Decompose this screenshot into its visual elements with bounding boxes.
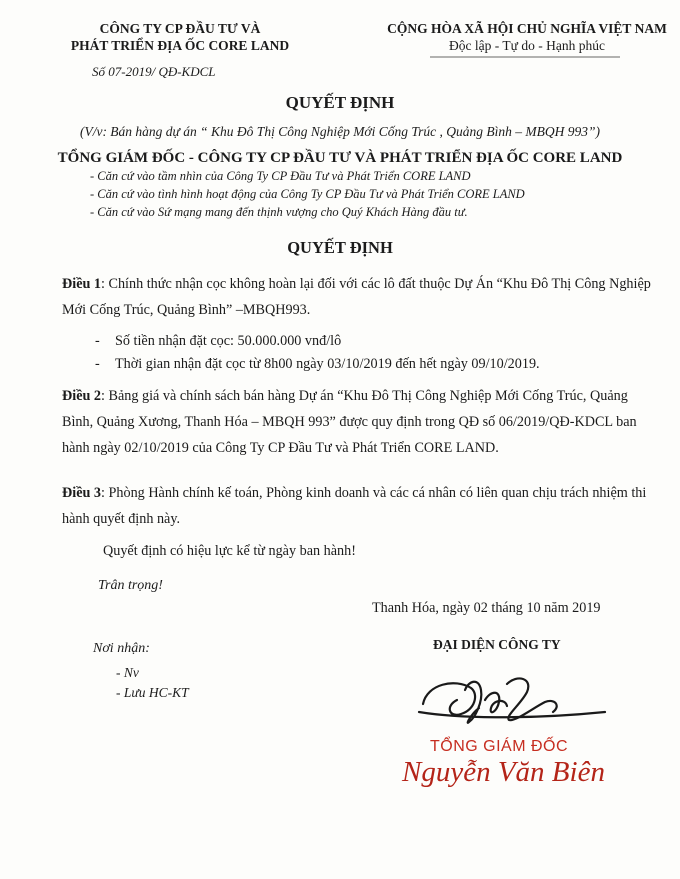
article-1-label: Điều 1: [62, 276, 102, 292]
article-2-label: Điều 2: [62, 388, 102, 404]
article-1-bullet: - Thời gian nhận đặt cọc từ 8h00 ngày 03/10/2019 đến hết ngày 09/10/2019.: [95, 356, 540, 373]
decision-heading: QUYẾT ĐỊNH: [287, 238, 393, 257]
legal-basis-item: - Căn cứ vào tầm nhìn của Công Ty CP Đầu Tư và Phát Triển CORE LAND: [90, 167, 525, 185]
closing-regards: Trân trọng!: [98, 578, 163, 593]
document-subject: (V/v: Bán hàng dự án “ Khu Đô Thị Công Nghiệp Mới Cống Trúc , Quảng Bình – MBQH 993”): [79, 124, 601, 139]
company-name-line2: PHÁT TRIỂN ĐỊA ỐC CORE LAND: [70, 38, 290, 53]
national-header: [382, 20, 672, 54]
recipient-item: - Lưu HC-KT: [116, 685, 189, 700]
issuer-title: TỔNG GIÁM ĐỐC - CÔNG TY CP ĐẦU TƯ VÀ PHÁT TRIỂN ĐỊA ỐC CORE LAND: [57, 150, 623, 166]
article-3-label: Điều 3: [62, 485, 102, 501]
article-3-text: : Phòng Hành chính kế toán, Phòng kinh doanh và các cá nhân có liên quan chịu trách nhiệm thi hành quyết định này.: [62, 485, 647, 527]
handwritten-signature: [405, 660, 625, 736]
effective-statement: Quyết định có hiệu lực kể từ ngày ban hành!: [103, 543, 356, 559]
article-2-text: : Bảng giá và chính sách bán hàng Dự án “Khu Đô Thị Công Nghiệp Mới Cống Trúc, Quảng Bình, Quảng Xương, Thanh Hóa – MBQH 993” được quy định trong QĐ số 06/2019/QĐ-KDCL ban hành ngày 02/10/2019 của Công Ty CP Đầu Tư và Phát Triển CORE LAND.: [62, 388, 637, 456]
article-1-text: : Chính thức nhận cọc không hoàn lại đối với các lô đất thuộc Dự Án “Khu Đô Thị Công Nghiệp Mới Cống Trúc, Quảng Bình” –MBQH993.: [62, 276, 651, 318]
article-3: [62, 480, 658, 532]
company-header: [62, 20, 298, 54]
legal-basis-item: - Căn cứ vào Sứ mạng mang đến thịnh vượng cho Quý Khách Hàng đầu tư.: [90, 203, 525, 221]
recipients-label: Nơi nhận:: [93, 641, 150, 656]
company-name-line1: CÔNG TY CP ĐẦU TƯ VÀ: [99, 21, 261, 36]
national-motto: Độc lập - Tự do - Hạnh phúc: [449, 38, 605, 53]
article-2: [62, 383, 658, 461]
document-number: Số 07-2019/ QĐ-KDCL: [92, 64, 216, 79]
signer-name: Nguyễn Văn Biên: [402, 756, 605, 788]
article-1-bullet: - Số tiền nhận đặt cọc: 50.000.000 vnđ/lô: [95, 333, 341, 350]
nation-name: CỘNG HÒA XÃ HỘI CHỦ NGHĨA VIỆT NAM: [387, 21, 667, 36]
legal-basis-list: [90, 167, 525, 221]
article-1: [62, 271, 658, 323]
legal-basis-item: - Căn cứ vào tình hình hoạt động của Công Ty CP Đầu Tư và Phát Triển CORE LAND: [90, 185, 525, 203]
document-title: QUYẾT ĐỊNH: [285, 93, 395, 112]
signer-title: TỔNG GIÁM ĐỐC: [430, 738, 569, 755]
representative-label: ĐẠI DIỆN CÔNG TY: [433, 637, 561, 652]
motto-underline: [430, 56, 620, 60]
place-and-date: Thanh Hóa, ngày 02 tháng 10 năm 2019: [372, 600, 601, 616]
recipient-item: - Nv: [116, 665, 139, 680]
